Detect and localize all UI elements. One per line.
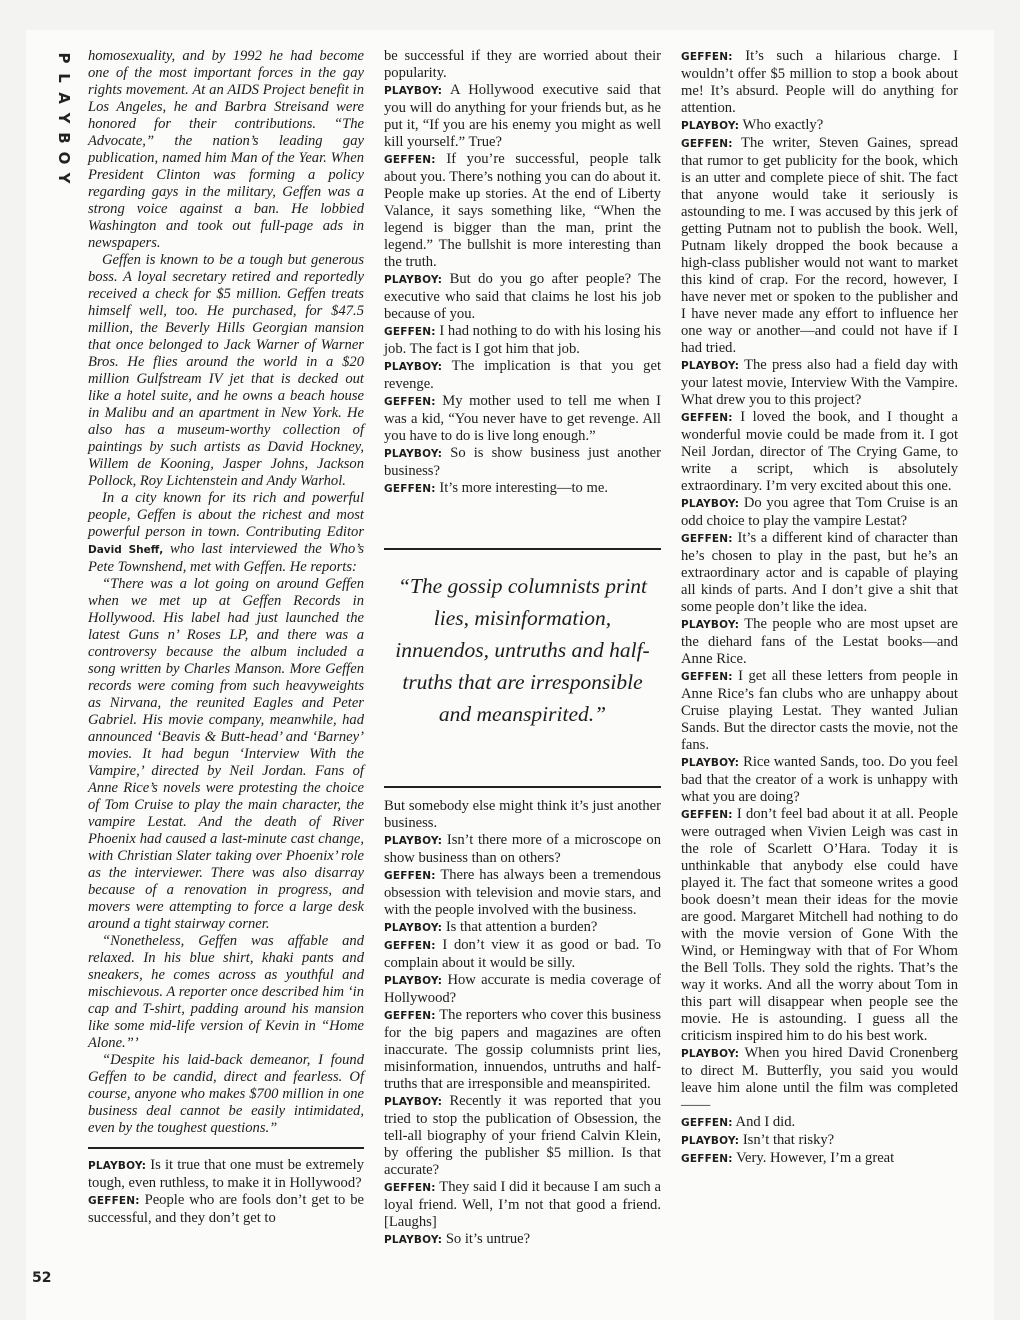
speaker-label: PLAYBOY: (88, 1160, 147, 1172)
qa-entry (384, 445, 661, 480)
speaker-label: PLAYBOY: (681, 360, 740, 372)
qa-entry (681, 1114, 958, 1132)
speaker-label: PLAYBOY: (681, 1135, 740, 1147)
qa-text: When you hired David Cronenberg to direct M. Butterfly, you said you would leave him alone until the film was completed—— (681, 1045, 958, 1113)
vertical-magazine-title (56, 48, 72, 188)
qa-entry (384, 1007, 661, 1093)
speaker-label: GEFFEN: (681, 51, 733, 63)
qa-entry (384, 271, 661, 323)
speaker-label: PLAYBOY: (681, 619, 740, 631)
page-number: 52 (32, 1270, 52, 1286)
speaker-label: GEFFEN: (681, 533, 733, 545)
qa-text: A Hollywood executive said that you will do anything for your friends but, as he put it, “If you are his enemy you might as well kill yourself.” True? (384, 82, 661, 150)
speaker-label: PLAYBOY: (384, 448, 443, 460)
qa-entry (681, 668, 958, 754)
qa-text: It’s such a hilarious charge. I wouldn’t offer $5 million to stop a book about me! It’s absurd. People will do anything for attention. (681, 48, 958, 116)
qa-entry (384, 867, 661, 919)
qa-entry (681, 117, 958, 135)
speaker-label: GEFFEN: (384, 154, 436, 166)
contributor-name: David Sheff, (88, 544, 164, 556)
vertical-title-letter: P (55, 52, 73, 64)
speaker-label: GEFFEN: (384, 870, 436, 882)
vertical-title-letter: O (55, 151, 73, 165)
vertical-title-letter: Y (55, 112, 73, 124)
speaker-label: GEFFEN: (681, 138, 733, 150)
qa-text: How accurate is media coverage of Hollywood? (384, 972, 661, 1006)
speaker-label: PLAYBOY: (681, 1048, 740, 1060)
qa-text: Recently it was reported that you tried to stop the publication of Obsession, the tell-all biography of your friend Calvin Klein, by offering the publisher $5 million. Is that accurate? (384, 1093, 661, 1178)
intro-paragraph: “Nonetheless, Geffen was affable and relaxed. In his blue shirt, khaki pants and sneakers, he comes across as youthful and mischievous. A reporter once described him ‘in cap and T-shirt, padding around his mansion like some mid-life version of Kevin in “Home Alone.”’ (88, 933, 364, 1051)
qa-entry (681, 754, 958, 806)
qa-text: Who exactly? (742, 117, 824, 133)
continued-text: be successful if they are worried about their popularity. (384, 48, 661, 81)
intro-text: In a city known for its rich and powerful people, Geffen is about the richest and most powerful person in town. Contributing Editor (88, 490, 364, 540)
speaker-label: PLAYBOY: (384, 361, 443, 373)
speaker-label: GEFFEN: (681, 671, 733, 683)
speaker-label: PLAYBOY: (384, 85, 443, 97)
qa-entry (384, 1093, 661, 1179)
speaker-label: PLAYBOY: (384, 1096, 443, 1108)
qa-text: Isn’t that risky? (742, 1132, 835, 1148)
vertical-title-letter: A (55, 92, 73, 104)
qa-entry (384, 82, 661, 151)
qa-text: The press also had a field day with your latest movie, Interview With the Vampire. What drew you to this project? (681, 357, 958, 408)
column-3 (681, 48, 958, 1168)
qa-entry (681, 1132, 958, 1150)
intro-text: who last interviewed the Who’s Pete Townshend, met with Geffen. He reports: (88, 541, 364, 575)
qa-text: I loved the book, and I thought a wonderful movie could be made from it. I got Neil Jordan, director of The Crying Game, to write a script, which is absolutely extraordinary. I’m very excited about this one. (681, 409, 958, 494)
vertical-title-letter: Y (55, 172, 73, 184)
qa-text: But do you go after people? The executive who said that claims he lost his job because of you. (384, 271, 661, 322)
intro-paragraph (88, 490, 364, 576)
qa-entry (681, 135, 958, 357)
qa-entry (384, 972, 661, 1007)
qa-entry (681, 495, 958, 530)
speaker-label: PLAYBOY: (384, 835, 443, 847)
pull-quote-bottom-rule (384, 786, 661, 788)
qa-text: I don’t view it as good or bad. To complain about it would be silly. (384, 937, 661, 971)
speaker-label: PLAYBOY: (384, 1234, 443, 1246)
speaker-label: GEFFEN: (681, 412, 733, 424)
speaker-label: GEFFEN: (384, 1010, 436, 1022)
section-divider (88, 1147, 364, 1149)
qa-entry (88, 1157, 364, 1192)
qa-text: Is it true that one must be extremely tough, even ruthless, to make it in Hollywood? (88, 1157, 364, 1191)
qa-entry (681, 409, 958, 495)
qa-text: My mother used to tell me when I was a kid, “You never have to get revenge. All you have to do is live long enough.” (384, 393, 661, 444)
qa-text: If you’re successful, people talk about you. There’s nothing you can do about it. People make up stories. At the end of Liberty Valance, it says something like, “When the legend is bigger than the man, print the legend.” The bullshit is more interesting than the truth. (384, 151, 662, 270)
speaker-label: PLAYBOY: (681, 120, 740, 132)
column-2 (384, 48, 661, 498)
speaker-label: PLAYBOY: (384, 975, 443, 987)
qa-entry (384, 323, 661, 358)
qa-entry (88, 1192, 364, 1227)
vertical-title-letter: L (55, 73, 73, 83)
intro-paragraph: Geffen is known to be a tough but generous boss. A loyal secretary retired and reportedly received a check for $5 million. Geffen treats himself well, too. He purchased, for $47.5 million, the Beverly Hills Georgian mansion that once belonged to Jack Warner of Warner Bros. He flies around the world in a $20 million Gulfstream IV jet that is decked out like a hotel suite, and he owns a beach house in Malibu and an apartment in New York. He also has a museum-worthy collection of paintings by such artists as David Hockney, Willem de Kooning, Jasper Johns, Jackson Pollock, Roy Lichtenstein and Andy Warhol. (88, 252, 364, 489)
speaker-label: GEFFEN: (88, 1195, 140, 1207)
qa-entry (681, 806, 958, 1045)
speaker-label: PLAYBOY: (681, 757, 740, 769)
speaker-label: GEFFEN: (384, 1182, 436, 1194)
pull-quote (384, 548, 661, 788)
qa-entry (681, 530, 958, 616)
qa-text: Rice wanted Sands, too. Do you feel bad that the creator of a work is unhappy with what you are doing? (681, 754, 958, 805)
speaker-label: GEFFEN: (384, 940, 436, 952)
qa-entry (681, 1150, 958, 1168)
qa-entry (384, 937, 661, 972)
speaker-label: GEFFEN: (384, 483, 436, 495)
qa-text: And I did. (735, 1114, 796, 1130)
speaker-label: PLAYBOY: (681, 498, 740, 510)
qa-text: The implication is that you get revenge. (384, 358, 661, 392)
qa-entry (384, 1179, 661, 1231)
qa-entry (384, 393, 661, 445)
qa-text: The reporters who cover this business for the big papers and magazines are often inaccurate. The gossip columnists print lies, misinformation, innuendos, untruths and half-truths that are irresponsible and meanspirited. (384, 1007, 661, 1092)
column-2-continued (384, 798, 661, 1249)
speaker-label: PLAYBOY: (384, 274, 443, 286)
qa-text: People who are fools don’t get to be successful, and they don’t get to (88, 1192, 364, 1226)
pull-quote-text: “The gossip columnists print lies, misinformation, innuendos, untruths and half-truths that are irresponsible and meanspirited.” (395, 574, 650, 726)
qa-text: I had nothing to do with his losing his job. The fact is I got him that job. (384, 323, 661, 357)
qa-text: So it’s untrue? (445, 1231, 531, 1247)
qa-text: There has always been a tremendous obsession with television and movie stars, and with the people involved with the business. (384, 867, 661, 918)
qa-entry (384, 832, 661, 867)
column-1 (88, 48, 364, 1227)
qa-entry (384, 151, 661, 271)
intro-paragraph: homosexuality, and by 1992 he had become one of the most important forces in the gay rights movement. At an AIDS Project benefit in Los Angeles, he and Barbra Streisand were honored for their contributions. “The Advocate,” the nation’s leading gay publication, named him Man of the Year. When President Clinton was forming a policy regarding gays in the military, Geffen was a strong voice against a ban. He lobbied Washington and took out full-page ads in newspapers. (88, 48, 364, 251)
qa-text: I get all these letters from people in Anne Rice’s fan clubs who are unhappy about Cruise playing Lestat. They wanted Julian Sands. But the director casts the movie, not the fans. (681, 668, 958, 753)
qa-text: Is that attention a burden? (445, 919, 598, 935)
qa-text: It’s more interesting—to me. (439, 480, 608, 496)
qa-text: Very. However, I’m a great (736, 1150, 895, 1166)
qa-entry (384, 480, 661, 498)
continued-text: But somebody else might think it’s just another business. (384, 798, 661, 831)
qa-entry (681, 48, 958, 117)
qa-text: Do you agree that Tom Cruise is an odd choice to play the vampire Lestat? (681, 495, 958, 529)
speaker-label: GEFFEN: (681, 1117, 733, 1129)
speaker-label: GEFFEN: (681, 1153, 733, 1165)
intro-paragraph: “Despite his laid-back demeanor, I found Geffen to be candid, direct and fearless. Of course, anyone who makes $700 million in one business deal cannot be easily intimidated, even by the toughest questions.” (88, 1052, 364, 1136)
qa-entry (384, 358, 661, 393)
qa-entry (681, 616, 958, 668)
speaker-label: GEFFEN: (384, 396, 436, 408)
speaker-label: GEFFEN: (384, 326, 436, 338)
qa-text: Isn’t there more of a microscope on show business than on others? (384, 832, 661, 866)
qa-text: The writer, Steven Gaines, spread that rumor to get publicity for the book, which is an utter and complete piece of shit. The fact that anyone would take it seriously is astounding to me. I was accused by this jerk of getting Putnam not to publish the book. Well, Putnam likely dropped the book because a high-class publisher would not want to market this kind of crap. For the record, however, I have never met or spoken to the publisher and I have never made any effort to influence her one way or another—and could not have if I had tried. (681, 135, 958, 356)
speaker-label: PLAYBOY: (384, 922, 443, 934)
qa-text: It’s a different kind of character than he’s chosen to play in the past, but he’s an extraordinary actor and is capable of playing all kinds of parts. And I don’t give a shit that some people don’t like the idea. (681, 530, 958, 615)
pull-quote-top-rule (384, 548, 661, 550)
intro-paragraph: “There was a lot going on around Geffen when we met up at Geffen Records in Hollywood. His label had just launched the latest Guns n’ Roses LP, and there was a controversy because the album included a song written by Charles Manson. More Geffen records were coming from such heavyweights as Nirvana, the reunited Eagles and Peter Gabriel. His movie company, meanwhile, had announced ‘Beavis & Butt-head’ and ‘Barney’ movies. It had begun ‘Interview With the Vampire,’ directed by Neil Jordan. Fans of Anne Rice’s novels were protesting the choice of Tom Cruise to play the main character, the vampire Lestat. And the death of River Phoenix had caused a last-minute cast change, with Christian Slater taking over Phoenix’ role as the interviewer. There was also disarray because of a renovation in progress, and movers were attempting to force a large desk around a tight stairway corner. (88, 576, 364, 932)
qa-text: So is show business just another business? (384, 445, 661, 479)
qa-text: I don’t feel bad about it at all. People were outraged when Vivien Leigh was cast in the role of Scarlett O’Hara. Today it is unthinkable that anybody else could have played it. The fact that someone writes a good book doesn’t mean their ideas for the movie are good. Margaret Mitchell had nothing to do with the movie version of Gone With the Wind, or Hemingway with that of For Whom the Bell Tolls. They sold the rights. That’s the way it works. And all the worry about Tom in this part will disappear when people see the movie. He is astounding. I guess all the criticism inspired him to do his best work. (681, 806, 958, 1044)
qa-entry (681, 1045, 958, 1114)
qa-text: The people who are most upset are the diehard fans of the Lestat books—and Anne Rice. (681, 616, 958, 667)
speaker-label: GEFFEN: (681, 809, 733, 821)
vertical-title-letter: B (55, 132, 73, 144)
qa-entry (681, 357, 958, 409)
qa-text: They said I did it because I am such a loyal friend. Well, I’m not that good a friend. [Laughs] (384, 1179, 662, 1230)
qa-entry (384, 919, 661, 937)
qa-entry (384, 1231, 661, 1249)
